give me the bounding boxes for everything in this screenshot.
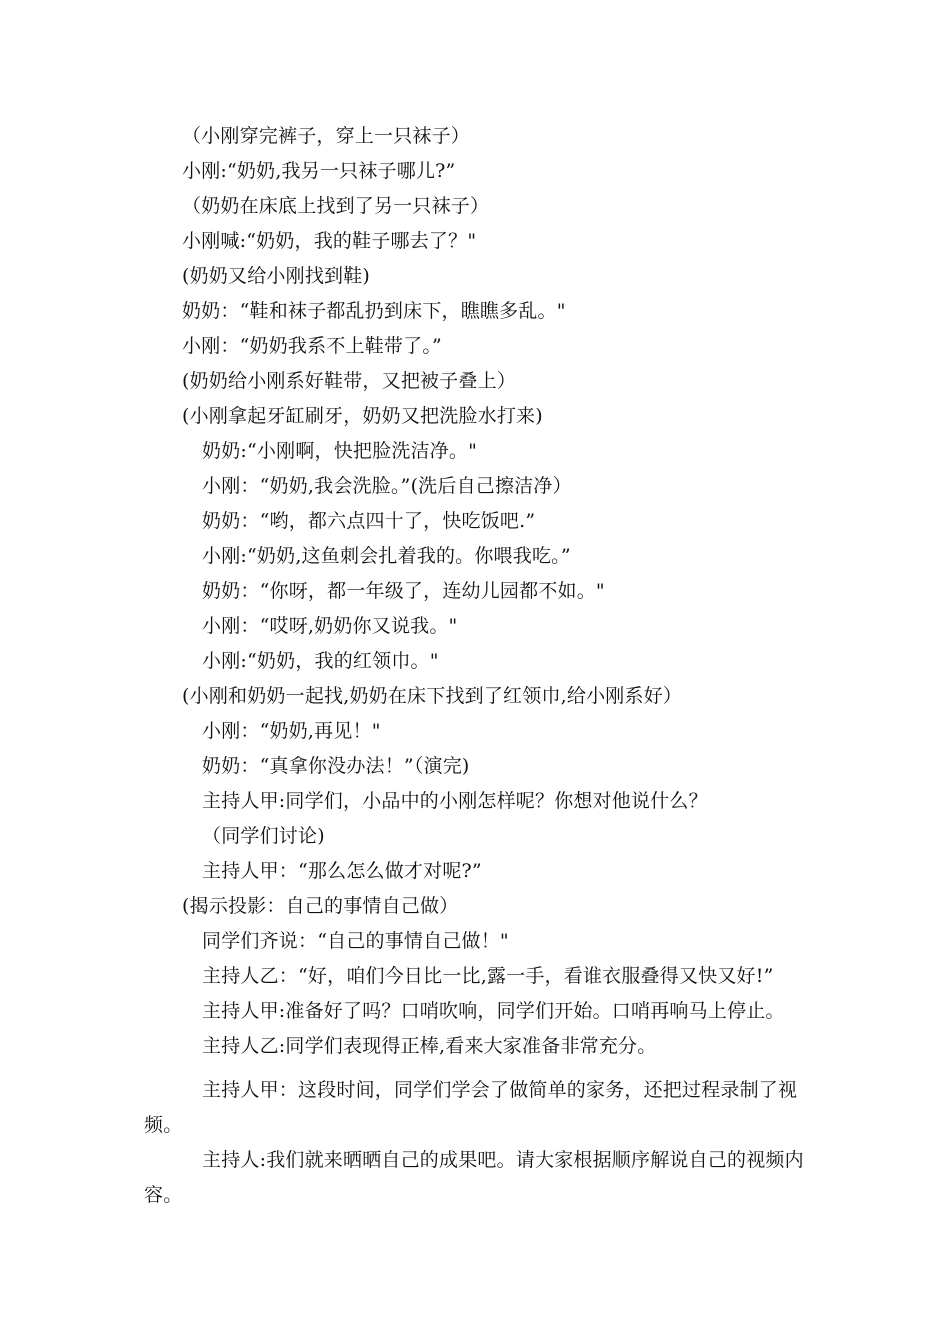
text-line-16: 小刚:“奶奶，我的红领巾。" — [202, 650, 439, 672]
text-line-6: 奶奶：“鞋和袜子都乱扔到床下，瞧瞧多乱。" — [182, 300, 566, 322]
text-line-1: （小刚穿完裤子，穿上一只袜子） — [182, 125, 471, 147]
text-line-4: 小刚喊:“奶奶，我的鞋子哪去了？" — [182, 230, 477, 252]
text-line-10: 奶奶:“小刚啊，快把脸洗洁净。" — [202, 440, 478, 462]
text-line-13: 小刚:“奶奶,这鱼刺会扎着我的。你喂我吃。” — [202, 545, 571, 567]
text-line-25: 主持人乙：“好，咱们今日比一比,露一手，看谁衣服叠得又快又好!” — [202, 965, 774, 987]
text-line-27: 主持人乙:同学们表现得正棒,看来大家准备非常充分。 — [202, 1035, 657, 1057]
text-line-18: 小刚：“奶奶,再见！" — [202, 720, 381, 742]
text-line-3: （奶奶在床底上找到了另一只袜子） — [182, 195, 490, 217]
text-line-20: 主持人甲:同学们，小品中的小刚怎样呢？你想对他说什么？ — [202, 790, 708, 812]
text-line-9: (小刚拿起牙缸刷牙，奶奶又把洗脸水打来) — [182, 405, 543, 427]
text-paragraph-28: 主持人甲：这段时间，同学们学会了做简单的家务，还把过程录制了视频。 — [144, 1079, 798, 1136]
text-line-23: (揭示投影：自己的事情自己做） — [182, 895, 459, 917]
text-line-2: 小刚:“奶奶,我另一只袜子哪儿?” — [182, 160, 456, 182]
text-line-11: 小刚：“奶奶,我会洗脸。”(洗后自己擦洁净） — [202, 475, 572, 497]
text-line-26: 主持人甲:准备好了吗？口哨吹响，同学们开始。口哨再响马上停止。 — [202, 1000, 785, 1022]
text-line-17: (小刚和奶奶一起找,奶奶在床下找到了红领巾,给小刚系好） — [182, 685, 683, 707]
text-line-7: 小刚：“奶奶我系不上鞋带了。” — [182, 335, 442, 357]
text-line-15: 小刚：“哎呀,奶奶你又说我。" — [202, 615, 458, 637]
text-line-12: 奶奶：“哟，都六点四十了，快吃饭吧.” — [202, 510, 536, 532]
text-line-14: 奶奶：“你呀，都一年级了，连幼儿园都不如。" — [202, 580, 605, 602]
text-line-22: 主持人甲：“那么怎么做才对呢?” — [202, 860, 482, 882]
text-line-21: （同学们讨论) — [202, 825, 325, 847]
text-paragraph-29: 主持人:我们就来晒晒自己的成果吧。请大家根据顺序解说自己的视频内容。 — [144, 1149, 804, 1206]
text-line-8: (奶奶给小刚系好鞋带，又把被子叠上） — [182, 370, 517, 392]
text-line-19: 奶奶：“真拿你没办法！”（演完) — [202, 755, 470, 777]
text-line-24: 同学们齐说：“自己的事情自己做！" — [202, 930, 509, 952]
text-line-5: (奶奶又给小刚找到鞋) — [182, 265, 371, 287]
